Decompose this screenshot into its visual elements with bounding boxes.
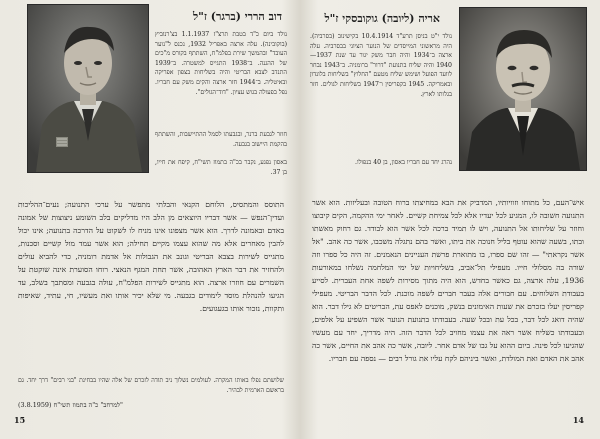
portrait-dov-harari-icon	[28, 5, 148, 172]
right-bio: נולד י"ט בניסן תרע"ד 10.4.1914 בקישינוב (בסרביה). היה מראשוני המייסדים של הנוער הציוני בבסרביה. עלה ארצה ב־1934 והיה חבר משק יגור עד שנת 1937—1940 והיה שליח בתנועת "דרור" ברומניה. ב־1943 נבחר לוועד הפועל ושימש שליח מטעם "החלוץ" בשליחות בלונדון ובאמריקה. 1945 בקפריסין ו־1947 בשליחות לגולים. חזר בגלותו לארץ.	[310, 33, 452, 98]
left-bio-2: חוזר לגבעת ברנר, ובגבעתו לסמל ההתיישבות, והשתתף בהקמת היישוב בגבעה.	[155, 131, 287, 148]
page-number-15: 15	[14, 415, 26, 425]
left-bio-3: באסון נפגע, נקבר בכ"ה בתמוז תשי"ח, קיפח את חייו, בן 37.	[155, 159, 287, 176]
right-bio-2: נהרג יחד עם חבריו באסון, בן 40 בנפולו.	[355, 159, 452, 166]
left-bio: נולד ביום כ"ד בטבת תרצ"ז 1.1.1937 בצ'רנוביץ (בוקובינה). עלה ארצה באפריל 1932, נכנס ל"נוער העובד" ובהמשך שירת בפלמ"ח, השתתף בקורס מ"כים של ההגנה. ב־1938 התגייס למשטרה. ב־1939 התנדב לצבא הבריטי והיה בשליחות בצפון אפריקה ובאיטליה. ב־1944 חזר ארצה והקים משק עם חבריו. נפל בפעולה בגוש עציון. "דוד־הגולים".	[155, 31, 288, 96]
left-page-title: דוב הררי (ברגר) ז"ל	[192, 10, 282, 23]
portrait-photo-arie-gukovski	[460, 8, 586, 170]
left-body-footnote: שלושתם נפלו באותו המקרה. לעולמים נשלוך ניב תודה לזכרם של אלה שהיו בבחינת "בני רבים" דרך יחד. גם בראשם הארמית לבהיר.	[18, 377, 284, 394]
right-body-text: איש־העם, כל מתוחו וזוויותיו, המדביק את הבא במחיצתו ברוח הטובה ובעליזות. הוא אשר התנועה חשובה לו, המגיע לכל יעדיו אלא לכל צמיחת קשיים. לאחר ימי ההקמה, הקים קיבוצו וחוזר על שליחותו אל התנועה, ויש לו תמיד ברכה לכל אשר הוא לבודד. גם רחוק מאשתו ובתו, בשעה שהוא עוטף בליל חנוכה את ביתו, ואשר בהם נתגלה משכבו, אשר כה אהב. "אל אשר נקראתי" — זהו שם ספרו, בו מתוארת פרשת העניינים הנאמנים. זה היה כל ספרו וזה שורה בה מסלולי חייו. מעפילי תל־אביב, בשליחויות של ימי המלחמה נשלחו במאורעות 1936, עלה ארצה, גם כאשר בחדש, הוא היה מתוך מסירות לשפה אחת העברית. לסייע בעבודת השלוחים. עם חבורים אלה בעבר חברים לשפה מוכנת. לכל הדבר הבריטי. מעפילי קפריסין יעלו בזכרם את שעות האימונים בנשק, מוכנים לאפס עת, הבריטים לא גילו דבר. הוא שהיה דואג לכל דבר, בכל עת ובכל שעה. בעבודתו בתנועת הנוער אשר השפיע על אלפים, ובעבודתו כשליח אשר ראה את עצמו מחויב לכל הדבר הזה. היה מדריך, יחד עם מעשיו שהגיעו לכל פינה. ביום ההוא על גבו של אדם אחר. ליובה, אשר כה אהב את החיים, אשר כה אהב את האדם ואת המולדת, ואשר ביניהם לקח עליו את גורל רבים — נספה עם חבריו.	[312, 198, 584, 363]
right-page-title: אריה (ליובה) גוקובסקי ז"ל	[324, 12, 440, 25]
right-page	[300, 0, 600, 439]
newspaper-citation: "למרחב" כ"ה בתמוז תשי"ח (3.8.1959)	[18, 401, 123, 409]
page-number-14: 14	[572, 415, 584, 425]
left-body-text: התוסס והמתסיס, הלוחם הקנאי והבלתי מתפשר על ערכי התנועה; נעים־ההליכות ועדין־הנפש — אשר דבריו היוצאים מן הלב היו מדליקים בלב השומע ניצוצות של אמונה באדם ובאמונה לדרך. הוא אשר מצפונו אינו מניח לו לשקוט על הדרכה בתנועה; אינו יכול להבין מאחרים אלא מה שהוא עצמו מקיים תחילה; הוא אשר עמד מול קשיים וסכנות, מתגייס לשירות בצבא הבריטי וגונב את הגבולות אל אדמת רומניה, כדי להביא עולים ולהחזיר את דבר הארץ האהובה, אשר תחת המגף הנאצי. רוחו הסוערת אינה שוקטת על השמרים עם חוזרו ארצה. הוא מתגייס לשירות הפלמ"ח, עולה בגבעה ומסתבך בשלב, עד הגיעו להנהלת מוסד לימודים בגבעה. מי שלא יכיר אותו ואת מעשיו, חי, עתיד, שאיפות ותקוות, נזכור אותו בגעגועים.	[18, 200, 284, 313]
portrait-photo-dov-harari	[28, 5, 148, 172]
portrait-arie-gukovski-icon	[460, 8, 586, 170]
